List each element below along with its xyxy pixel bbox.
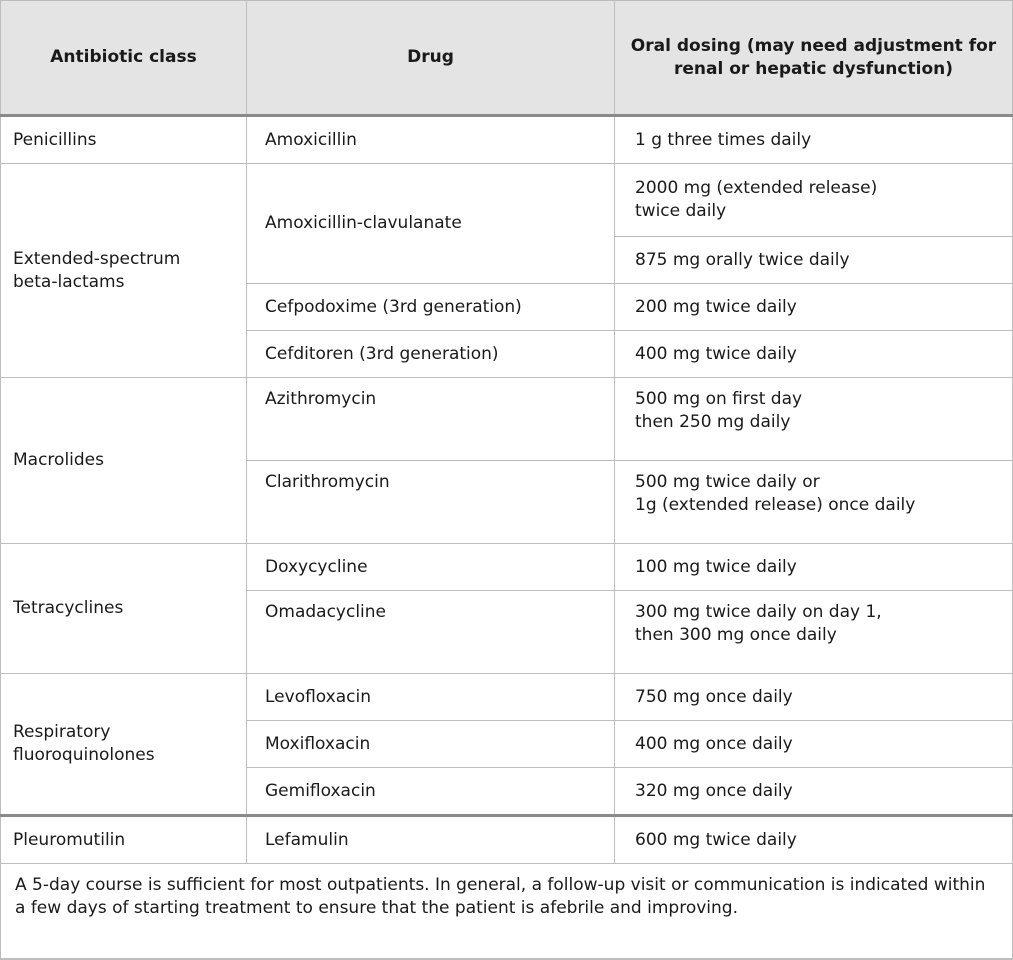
dose-cell: 2000 mg (extended release) twice daily	[615, 164, 1013, 237]
class-cell-tetracyclines: Tetracyclines	[1, 544, 247, 674]
dose-cell: 400 mg twice daily	[615, 331, 1013, 378]
drug-cell: Clarithromycin	[247, 461, 615, 544]
dose-cell: 750 mg once daily	[615, 674, 1013, 721]
dose-cell: 400 mg once daily	[615, 721, 1013, 768]
drug-cell: Levofloxacin	[247, 674, 615, 721]
dose-cell: 500 mg twice daily or 1g (extended release) once daily	[615, 461, 1013, 544]
table-row	[1, 378, 1013, 461]
drug-cell: Amoxicillin	[247, 116, 615, 164]
table-row	[1, 544, 1013, 591]
drug-cell: Gemifloxacin	[247, 768, 615, 816]
dose-cell: 320 mg once daily	[615, 768, 1013, 816]
drug-cell: Cefpodoxime (3rd generation)	[247, 284, 615, 331]
class-cell-pleuromutilin: Pleuromutilin	[1, 816, 247, 864]
class-cell-respiratory-fluoroquinolones: Respiratory fluoroquinolones	[1, 674, 247, 816]
header-antibiotic-class: Antibiotic class	[1, 1, 247, 116]
dose-cell: 100 mg twice daily	[615, 544, 1013, 591]
header-drug: Drug	[247, 1, 615, 116]
drug-cell: Cefditoren (3rd generation)	[247, 331, 615, 378]
table-row	[1, 816, 1013, 864]
dose-cell: 200 mg twice daily	[615, 284, 1013, 331]
class-cell-extended-spectrum-beta-lactams: Extended-spectrum beta-lactams	[1, 164, 247, 378]
table-row	[1, 164, 1013, 237]
dose-cell: 1 g three times daily	[615, 116, 1013, 164]
class-cell-penicillins: Penicillins	[1, 116, 247, 164]
dose-cell: 875 mg orally twice daily	[615, 237, 1013, 284]
drug-cell: Azithromycin	[247, 378, 615, 461]
footnote: A 5-day course is sufficient for most outpatients. In general, a follow-up visit or communication is indicated within a few days of starting treatment to ensure that the patient is afebrile and improving.	[1, 864, 1013, 960]
table-row	[1, 674, 1013, 721]
drug-cell: Doxycycline	[247, 544, 615, 591]
dose-cell: 600 mg twice daily	[615, 816, 1013, 864]
header-row	[1, 1, 1013, 116]
drug-cell: Lefamulin	[247, 816, 615, 864]
table-row	[1, 116, 1013, 164]
dose-cell: 500 mg on first day then 250 mg daily	[615, 378, 1013, 461]
drug-cell: Moxifloxacin	[247, 721, 615, 768]
dose-cell: 300 mg twice daily on day 1, then 300 mg once daily	[615, 591, 1013, 674]
header-oral-dosing: Oral dosing (may need adjustment for renal or hepatic dysfunction)	[615, 1, 1013, 116]
footnote-row	[1, 864, 1013, 960]
drug-cell: Amoxicillin-clavulanate	[247, 164, 615, 284]
drug-cell: Omadacycline	[247, 591, 615, 674]
class-cell-macrolides: Macrolides	[1, 378, 247, 544]
